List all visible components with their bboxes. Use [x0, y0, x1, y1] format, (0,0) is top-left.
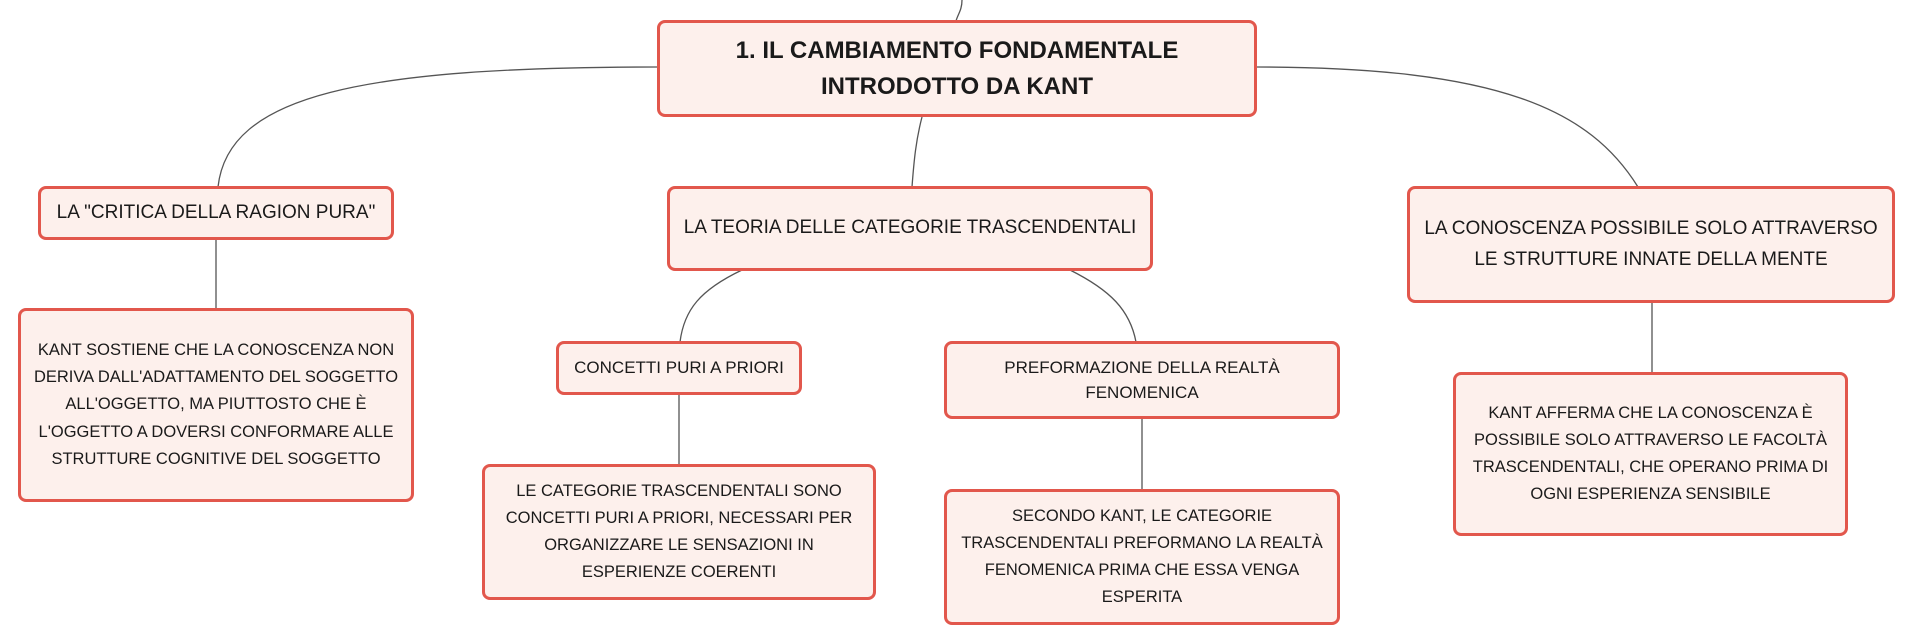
root-node[interactable] [657, 20, 1257, 117]
connector-teoria-preformazione [1070, 270, 1136, 342]
concetti-detail-text: LE CATEGORIE TRASCENDENTALI SONO CONCETTI PURI A PRIORI, NECESSARI PER ORGANIZZARE LE SENSAZIONI IN ESPERIENZE COERENTI [505, 481, 853, 582]
branch-conoscenza-node[interactable] [1407, 186, 1895, 303]
branch-conoscenza-label: LA CONOSCENZA POSSIBILE SOLO ATTRAVERSO LE STRUTTURE INNATE DELLA MENTE [1424, 218, 1878, 270]
connector-root-teoria [912, 117, 922, 187]
conoscenza-detail-node[interactable] [1453, 372, 1848, 536]
branch-critica-node[interactable] [38, 186, 394, 240]
branch-teoria-label: LA TEORIA DELLE CATEGORIE TRASCENDENTALI [683, 217, 1137, 239]
concetti-node[interactable] [556, 341, 802, 395]
connector-root-conoscenza [1256, 67, 1638, 187]
root-label: 1. IL CAMBIAMENTO FONDAMENTALE INTRODOTTO DA KANT [735, 36, 1179, 100]
connector-root-parent [956, 0, 962, 21]
critica-detail-node[interactable] [18, 308, 414, 502]
connector-teoria-concetti [680, 270, 742, 342]
branch-teoria-node[interactable] [667, 186, 1153, 271]
concetti-detail-node[interactable] [482, 464, 876, 600]
conoscenza-detail-text: KANT AFFERMA CHE LA CONOSCENZA È POSSIBILE SOLO ATTRAVERSO LE FACOLTÀ TRASCENDENTALI, CHE OPERANO PRIMA DI OGNI ESPERIENZA SENSIBILE [1472, 403, 1829, 504]
concetti-label: CONCETTI PURI A PRIORI [574, 358, 784, 378]
preformazione-detail-node[interactable] [944, 489, 1340, 625]
branch-critica-label: LA "CRITICA DELLA RAGION PURA" [56, 201, 376, 223]
critica-detail-text: KANT SOSTIENE CHE LA CONOSCENZA NON DERIVA DALL'ADATTAMENTO DEL SOGGETTO ALL'OGGETTO, MA PIUTTOSTO CHE È L'OGGETTO A DOVERSI CONFORMARE ALLE STRUTTURE COGNITIVE DEL SOGGETTO [33, 340, 399, 468]
preformazione-label: PREFORMAZIONE DELLA REALTÀ FENOMENICA [1004, 357, 1280, 402]
connector-root-critica [218, 67, 658, 187]
preformazione-node[interactable] [944, 341, 1340, 419]
preformazione-detail-text: SECONDO KANT, LE CATEGORIE TRASCENDENTALI PREFORMANO LA REALTÀ FENOMENICA PRIMA CHE ESSA VENGA ESPERITA [961, 506, 1323, 607]
